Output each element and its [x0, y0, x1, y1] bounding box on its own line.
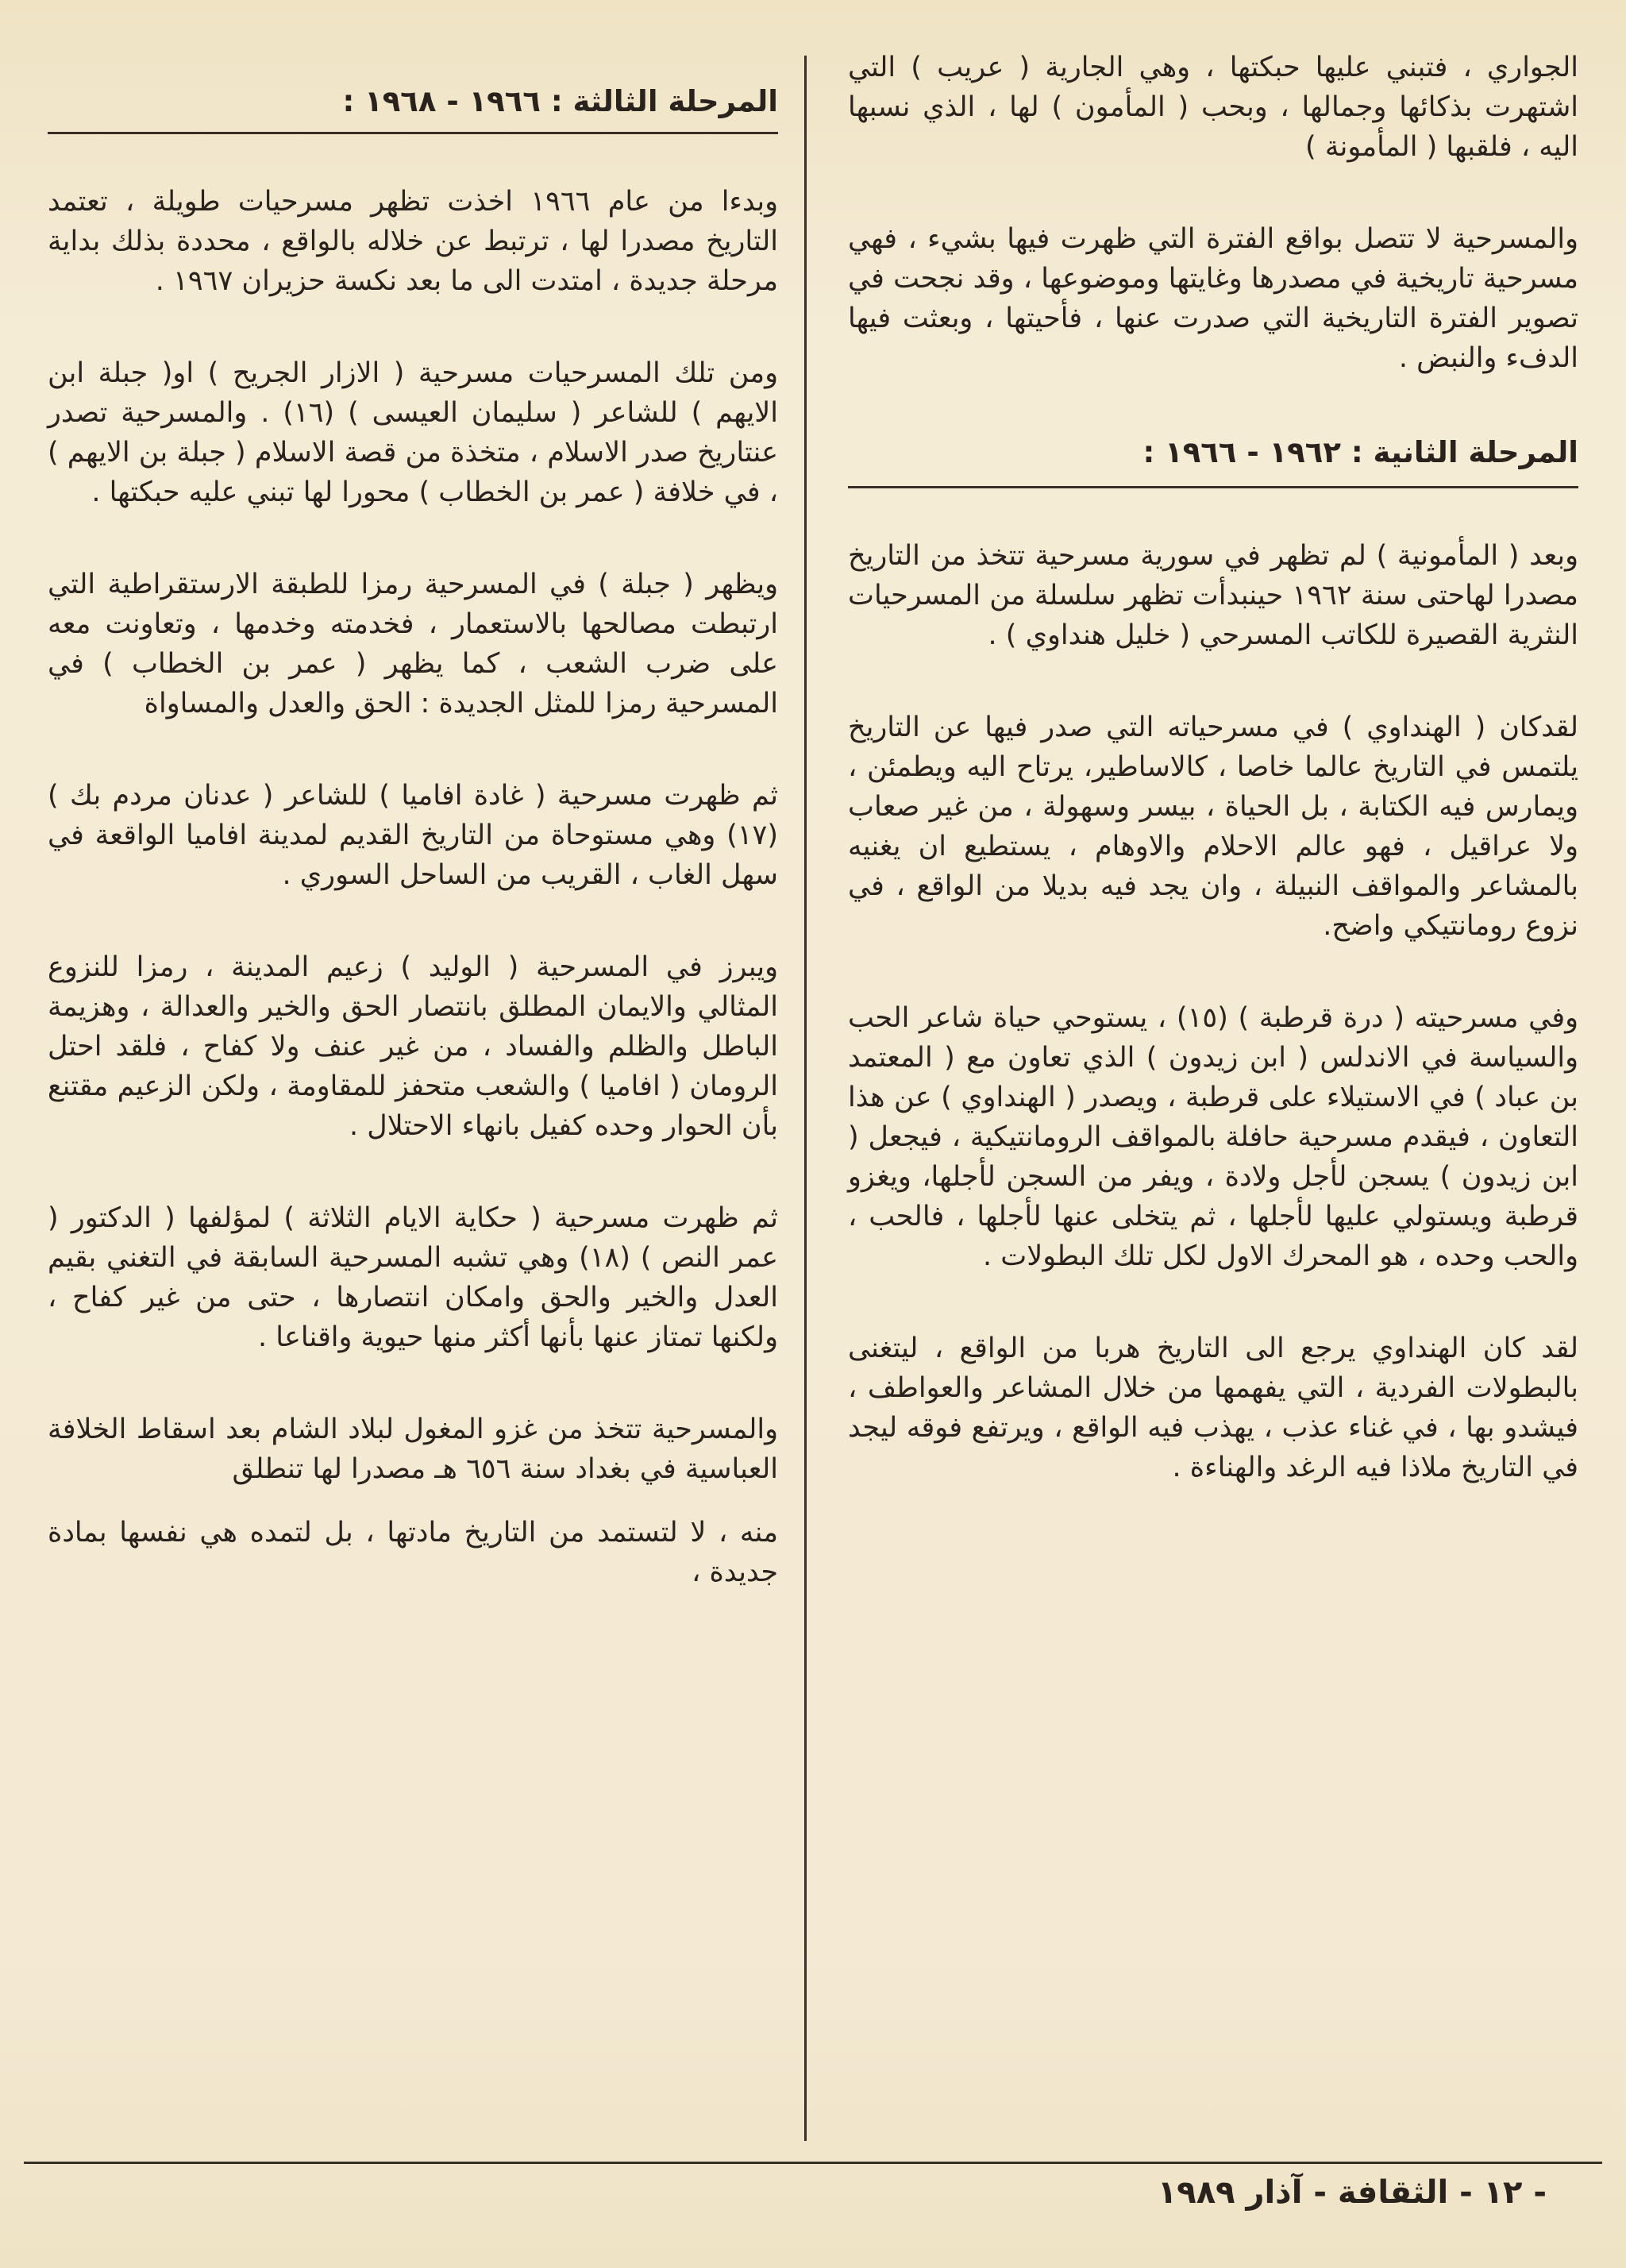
- heading-rule: [848, 486, 1578, 488]
- section-heading: المرحلة الثالثة : ١٩٦٦ - ١٩٦٨ :: [342, 84, 778, 118]
- footer-rule: [24, 2162, 1602, 2164]
- paragraph: وبعد ( المأمونية ) لم تظهر في سورية مسرحية تتخذ من التاريخ مصدرا لهاحتى سنة ١٩٦٢ حينبدأت تظهر سلسلة من المسرحيات النثرية القصيرة للكاتب المسرحي ( خليل هنداوي ) .: [848, 540, 1578, 651]
- paragraph: الجواري ، فتبني عليها حبكتها ، وهي الجارية ( عريب ) التي اشتهرت بذكائها وجمالها ، وبحب ( المأمون ) لها ، الذي نسبها اليه ، فلقبها ( المأمونة ): [848, 52, 1578, 163]
- paragraph: منه ، لا لتستمد من التاريخ مادتها ، بل لتمده هي نفسها بمادة جديدة ،: [48, 1517, 778, 1588]
- paragraph: ويبرز في المسرحية ( الوليد ) زعيم المدينة ، رمزا للنزوع المثالي والايمان المطلق بانتصار الحق والخير والعدالة ، وهزيمة الباطل والظلم والفساد ، من غير عنف ولا كفاح ، فلقد احتل الرومان ( افاميا ) والشعب متحفز للمقاومة ، ولكن الزعيم مقتنع بأن الحوار وحده كفيل بانهاء الاحتلال .: [48, 951, 778, 1142]
- section-heading: المرحلة الثانية : ١٩٦٢ - ١٩٦٦ :: [1142, 435, 1578, 469]
- paragraph: لقدكان ( الهنداوي ) في مسرحياته التي صدر فيها عن التاريخ يلتمس في التاريخ عالما خاصا ، كالاساطير، يرتاح اليه ويطمئن ، ويمارس فيه الكتابة ، بل الحياة ، بيسر وسهولة ، من غير صعاب ولا عراقيل ، فهو عالم الاحلام والاوهام ، يستطيع ان يغنيه بالمشاعر والمواقف النبيلة ، وان يجد فيه بديلا من الواقع ، في نزوع رومانتيكي واضح.: [848, 712, 1578, 942]
- paragraph: والمسرحية تتخذ من غزو المغول لبلاد الشام بعد اسقاط الخلافة العباسية في بغداد سنة ٦٥٦ هـ مصدرا لها تنطلق: [48, 1414, 778, 1485]
- right-column: [848, 48, 1578, 2117]
- paragraph: ويظهر ( جبلة ) في المسرحية رمزا للطبقة الارستقراطية التي ارتبطت مصالحها بالاستعمار ، فخدمته وخدمها ، وتعاونت معه على ضرب الشعب ، كما يظهر ( عمر بن الخطاب ) في المسرحية رمزا للمثل الجديدة : الحق والعدل والمساواة: [48, 569, 778, 719]
- page-footer: - ١٢ - الثقافة - آذار ١٩٨٩: [1157, 2174, 1547, 2211]
- paragraph: ثم ظهرت مسرحية ( غادة افاميا ) للشاعر ( عدنان مردم بك ) (١٧) وهي مستوحاة من التاريخ القديم لمدينة افاميا الواقعة في سهل الغاب ، القريب من الساحل السوري .: [48, 780, 778, 891]
- heading-rule: [48, 132, 778, 134]
- left-column: [48, 48, 778, 2117]
- paragraph: لقد كان الهنداوي يرجع الى التاريخ هربا من الواقع ، ليتغنى بالبطولات الفردية ، التي يفهمها من خلال المشاعر والعواطف ، فيشدو بها ، في غناء عذب ، يهذب فيه الواقع ، ويرتفع فوقه ليجد في التاريخ ملاذا فيه الرغد والهناءة .: [848, 1333, 1578, 1483]
- column-divider: [804, 56, 807, 2141]
- paragraph: وبدءا من عام ١٩٦٦ اخذت تظهر مسرحيات طويلة ، تعتمد التاريخ مصدرا لها ، ترتبط عن خلاله بالواقع ، محددة بذلك بداية مرحلة جديدة ، امتدت الى ما بعد نكسة حزيران ١٩٦٧ .: [48, 186, 779, 297]
- paragraph: والمسرحية لا تتصل بواقع الفترة التي ظهرت فيها بشيء ، فهي مسرحية تاريخية في مصدرها وغايتها وموضوعها ، وقد نجحت في تصوير الفترة التاريخية التي صدرت عنها ، فأحيتها ، وبعثت فيها الدفء والنبض .: [848, 223, 1578, 374]
- paragraph: وفي مسرحيته ( درة قرطبة ) (١٥) ، يستوحي حياة شاعر الحب والسياسة في الاندلس ( ابن زيدون ) الذي تعاون مع ( المعتمد بن عباد ) في الاستيلاء على قرطبة ، ويصدر ( الهنداوي ) عن هذا التعاون ، فيقدم مسرحية حافلة بالمواقف الرومانتيكية ، فيجعل ( ابن زيدون ) يسجن لأجل ولادة ، ويفر من السجن لأجلها، ويغزو قرطبة ويستولي عليها لأجلها ، ثم يتخلى عنها لأجلها ، فالحب ، والحب وحده ، هو المحرك الاول لكل تلك البطولات .: [848, 1002, 1578, 1272]
- paragraph: ثم ظهرت مسرحية ( حكاية الايام الثلاثة ) لمؤلفها ( الدكتور ( عمر النص ) (١٨) وهي تشبه المسرحية السابقة في التغني بقيم العدل والخير والحق وامكان انتصارها ، حتى من غير كفاح ، ولكنها تمتاز عنها بأنها أكثر منها حيوية واقناعا .: [48, 1202, 778, 1353]
- paragraph: ومن تلك المسرحيات مسرحية ( الازار الجريح ) او( جبلة ابن الايهم ) للشاعر ( سليمان العيسى ) (١٦) . والمسرحية تصدر عنتاريخ صدر الاسلام ، متخذة من قصة الاسلام ( جبلة بن الايهم ) ، في خلافة ( عمر بن الخطاب ) محورا لها تبني عليه حبكتها .: [48, 357, 778, 508]
